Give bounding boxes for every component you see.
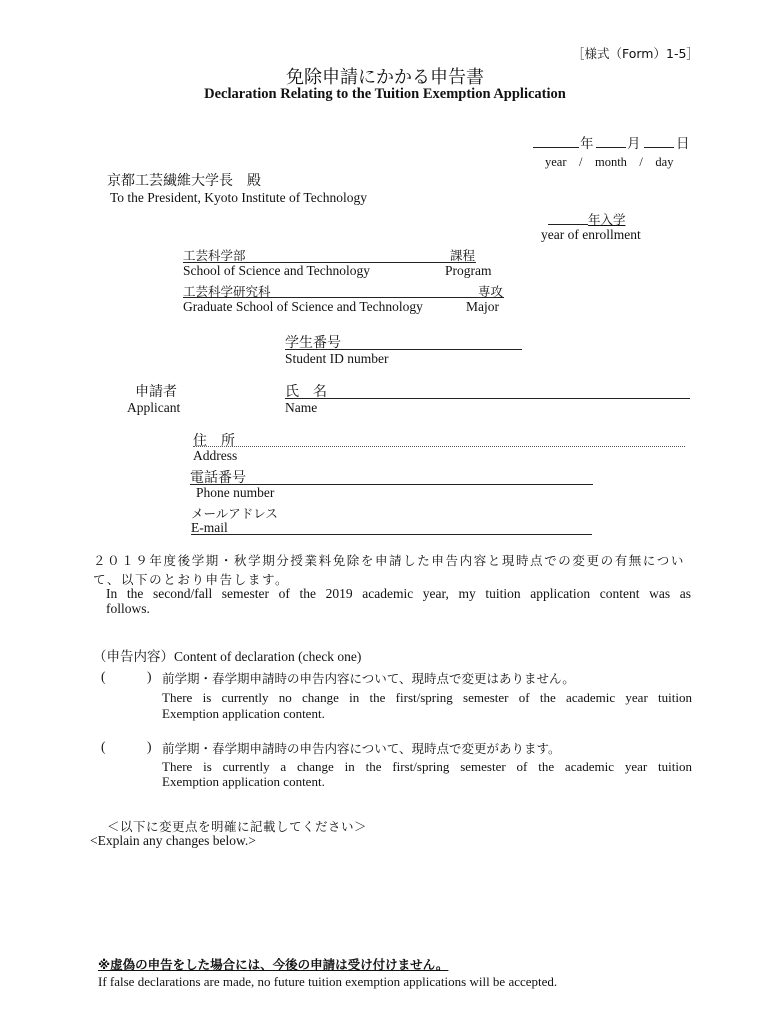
enrollment-year-blank[interactable] — [548, 224, 588, 225]
day-blank[interactable] — [644, 147, 674, 148]
school-japanese: 工芸科学部 — [183, 248, 246, 263]
program-japanese: 課程 — [450, 248, 476, 263]
declaration-heading: （申告内容）Content of declaration (check one) — [93, 649, 362, 664]
intro-japanese-line1: ２０１９年度後学期・秋学期分授業料免除を申請した申告内容と現時点での変更の有無につい — [93, 553, 685, 568]
title-english: Declaration Relating to the Tuition Exemption Application — [204, 86, 566, 102]
option2-checkbox-open[interactable]: ( — [101, 739, 106, 754]
intro-english-line1: In the second/fall semester of the 2019 academic year, my tuition application content was as — [106, 586, 691, 601]
major-english: Major — [466, 299, 499, 314]
enrollment-japanese: 年入学 — [588, 212, 626, 227]
warning-english: If false declarations are made, no future tuition exemption applications will be accepted. — [98, 974, 558, 989]
changes-text-area[interactable] — [90, 852, 690, 947]
address-english: Address — [193, 448, 238, 463]
program-english: Program — [445, 263, 492, 278]
option1-english-line1: There is currently no change in the first/spring semester of the academic year tuition — [162, 690, 692, 705]
name-field[interactable] — [285, 398, 690, 399]
year-blank[interactable] — [533, 147, 579, 148]
warning-japanese: ※虚偽の申告をした場合には、今後の申請は受け付けません。 — [98, 957, 449, 972]
enrollment-english: year of enrollment — [541, 227, 641, 242]
name-english: Name — [285, 400, 318, 415]
date-labels-english: year / month / day — [545, 155, 674, 169]
applicant-english: Applicant — [127, 400, 181, 415]
intro-japanese-line2: て、以下のとおり申告します。 — [93, 572, 290, 587]
applicant-japanese: 申請者 — [135, 384, 177, 400]
form-number: ［様式（Form）1-5］ — [572, 46, 699, 61]
month-kanji: 月 — [627, 136, 641, 152]
month-blank[interactable] — [596, 147, 626, 148]
changes-instruction-japanese: ＜以下に変更点を明確に記載してください＞ — [107, 819, 368, 834]
email-japanese: メールアドレス — [191, 506, 278, 521]
address-japanese: 住 所 — [193, 433, 235, 449]
option2-checkbox-close[interactable]: ) — [147, 739, 152, 754]
phone-english: Phone number — [196, 485, 275, 500]
major-blank[interactable] — [183, 297, 504, 298]
major-japanese: 専攻 — [478, 284, 504, 299]
option1-japanese: 前学期・春学期申請時の申告内容について、現時点で変更はありません。 — [162, 671, 575, 686]
option2-english-line2: Exemption application content. — [162, 774, 325, 789]
graduate-school-english: Graduate School of Science and Technology — [183, 299, 423, 314]
option2-japanese: 前学期・春学期申請時の申告内容について、現時点で変更があります。 — [162, 741, 561, 756]
student-id-field[interactable] — [285, 349, 522, 350]
title-japanese: 免除申請にかかる申告書 — [286, 67, 484, 88]
graduate-school-japanese: 工芸科学研究科 — [183, 284, 271, 299]
day-kanji: 日 — [676, 136, 690, 152]
phone-japanese: 電話番号 — [190, 470, 246, 486]
addressee-english: To the President, Kyoto Institute of Technology — [110, 190, 367, 205]
year-kanji: 年 — [580, 136, 594, 152]
address-field[interactable] — [193, 446, 685, 447]
school-english: School of Science and Technology — [183, 263, 371, 278]
student-id-japanese: 学生番号 — [285, 335, 341, 351]
changes-instruction-english: <Explain any changes below.> — [90, 833, 256, 848]
intro-english-line2: follows. — [106, 601, 150, 616]
addressee-japanese: 京都工芸繊維大学長 殿 — [107, 173, 261, 189]
email-english: E-mail — [191, 520, 228, 535]
student-id-english: Student ID number — [285, 351, 389, 366]
option1-checkbox-open[interactable]: ( — [101, 669, 106, 684]
option1-english-line2: Exemption application content. — [162, 706, 325, 721]
option2-english-line1: There is currently a change in the first/spring semester of the academic year tuition — [162, 759, 692, 774]
email-field[interactable] — [191, 534, 592, 535]
name-japanese: 氏 名 — [285, 384, 327, 400]
option1-checkbox-close[interactable]: ) — [147, 669, 152, 684]
